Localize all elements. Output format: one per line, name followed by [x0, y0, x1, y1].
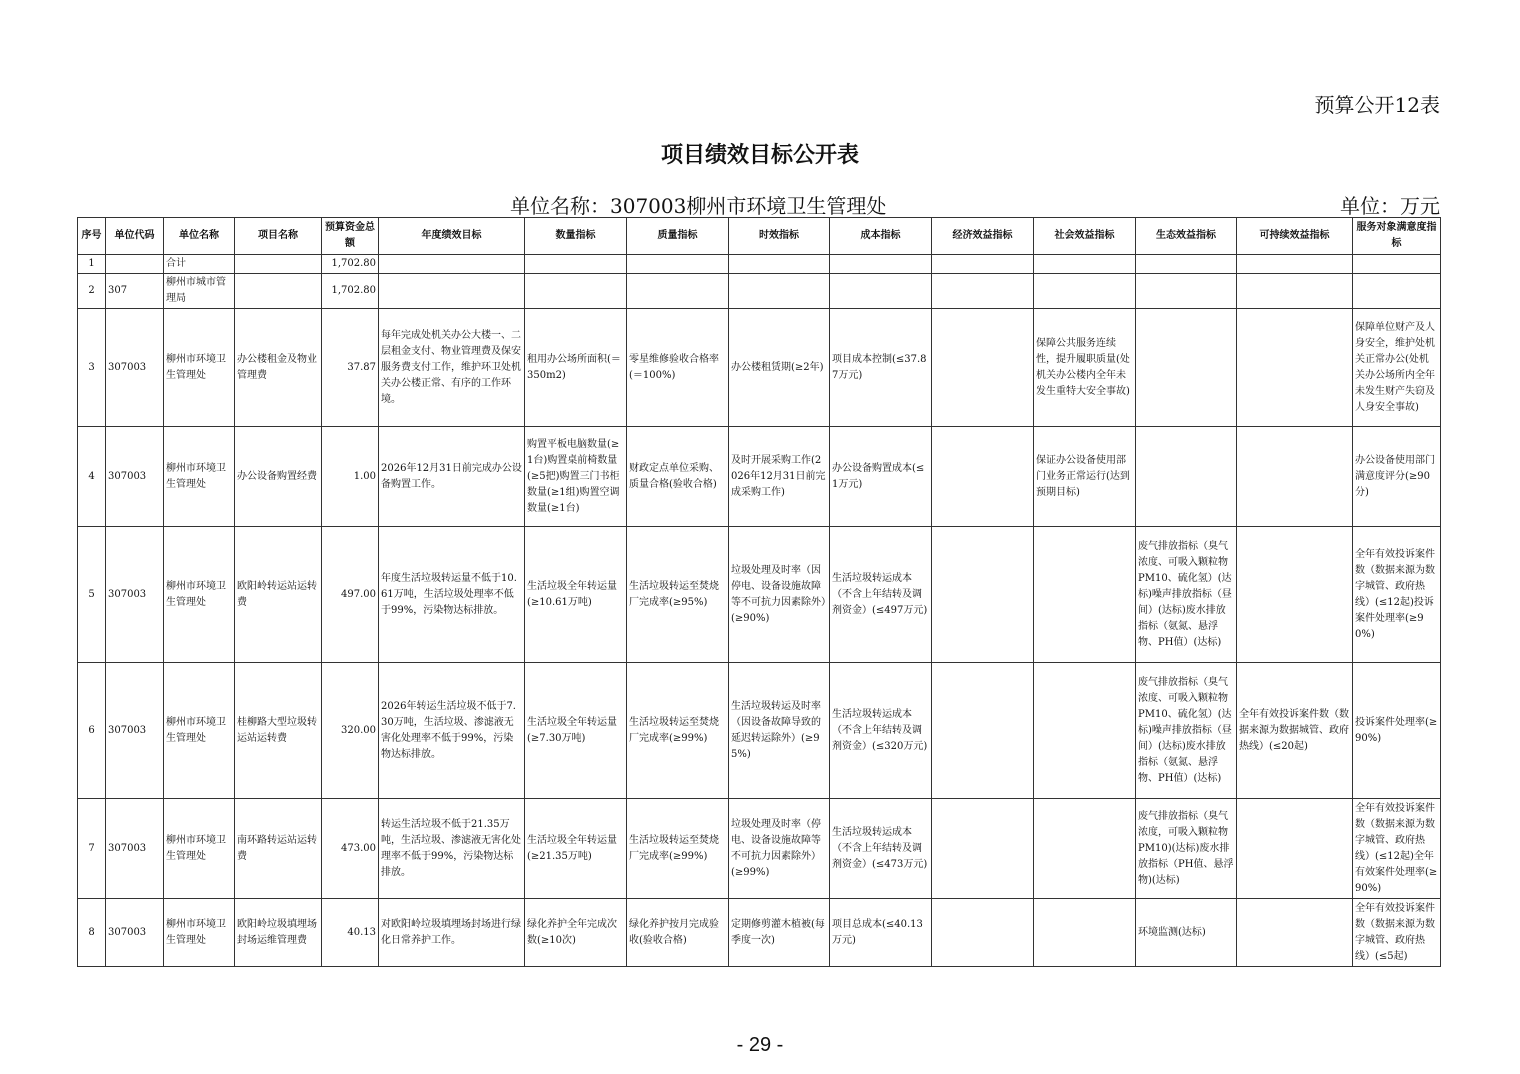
- table-cell: 全年有效投诉案件数（数据来源为数字城管、政府热线）(≤12起)投诉案件处理率(≥90%): [1353, 527, 1441, 663]
- table-cell: 307: [106, 274, 164, 309]
- table-cell: 40.13: [322, 899, 379, 967]
- table-cell: [627, 255, 729, 274]
- table-cell: 307003: [106, 899, 164, 967]
- table-cell: 办公楼租赁期(≥2年): [729, 309, 830, 427]
- table-cell: 及时开展采购工作(2026年12月31日前完成采购工作): [729, 427, 830, 527]
- table-cell: [1237, 309, 1353, 427]
- table-cell: 307003: [106, 663, 164, 799]
- col-header: 服务对象满意度指标: [1353, 218, 1441, 255]
- page-number: - 29 -: [736, 1034, 784, 1056]
- table-cell: 1: [78, 255, 106, 274]
- table-cell: [1353, 255, 1441, 274]
- table-row: [78, 663, 1441, 799]
- table-cell: 8: [78, 899, 106, 967]
- table-cell: [1237, 527, 1353, 663]
- table-cell: 生活垃圾转运及时率（因设备故障导致的延迟转运除外）(≥95%): [729, 663, 830, 799]
- table-cell: 柳州市环境卫生管理处: [164, 799, 235, 899]
- col-header: 时效指标: [729, 218, 830, 255]
- table-row: [78, 427, 1441, 527]
- table-row: [78, 799, 1441, 899]
- table-cell: 废气排放指标（臭气浓度，可吸入颗粒物PM10)(达标)废水排放指标（PH值、悬浮物)(达标): [1136, 799, 1237, 899]
- table-cell: 307003: [106, 527, 164, 663]
- table-cell: 全年有效投诉案件数（数据来源为数据城管、政府热线）(≤20起): [1237, 663, 1353, 799]
- table-cell: 柳州市环境卫生管理处: [164, 899, 235, 967]
- table-cell: 垃圾处理及时率（停电、设备设施故障等不可抗力因素除外）(≥99%): [729, 799, 830, 899]
- table-cell: 柳州市城市管理局: [164, 274, 235, 309]
- page-title: 项目绩效目标公开表: [660, 143, 859, 168]
- table-cell: [1034, 527, 1136, 663]
- col-header: 年度绩效目标: [379, 218, 525, 255]
- table-cell: 欧阳岭转运站运转费: [235, 527, 322, 663]
- table-cell: 绿化养护按月完成验收(验收合格): [627, 899, 729, 967]
- table-cell: 497.00: [322, 527, 379, 663]
- table-cell: 废气排放指标（臭气浓度、可吸入颗粒物PM10、硫化氢）(达标)噪声排放指标（昼间）(达标)废水排放指标（氨氮、悬浮物、PH值）(达标): [1136, 663, 1237, 799]
- table-cell: 生活垃圾全年转运量(≥21.35万吨): [525, 799, 627, 899]
- table-cell: 柳州市环境卫生管理处: [164, 309, 235, 427]
- table-cell: 转运生活垃圾不低于21.35万吨，生活垃圾、渗滤液无害化处理率不低于99%，污染物达标排放。: [379, 799, 525, 899]
- table-cell: 生活垃圾全年转运量(≥10.61万吨): [525, 527, 627, 663]
- col-header: 单位名称: [164, 218, 235, 255]
- table-cell: 定期修剪灌木植被(每季度一次): [729, 899, 830, 967]
- table-cell: 生活垃圾转运成本（不含上年结转及调剂资金）(≤497万元): [830, 527, 932, 663]
- table-cell: 4: [78, 427, 106, 527]
- table-cell: [1034, 255, 1136, 274]
- table-cell: [1136, 255, 1237, 274]
- table-cell: 生活垃圾转运至焚烧厂完成率(≥99%): [627, 799, 729, 899]
- col-header: 预算资金总额: [322, 218, 379, 255]
- table-cell: 项目总成本(≤40.13万元): [830, 899, 932, 967]
- unit-label: 单位：万元: [1340, 194, 1440, 218]
- col-header: 生态效益指标: [1136, 218, 1237, 255]
- table-row: [78, 274, 1441, 309]
- table-cell: 生活垃圾转运成本（不含上年结转及调剂资金）(≤473万元): [830, 799, 932, 899]
- table-cell: [1136, 274, 1237, 309]
- table-row: [78, 255, 1441, 274]
- table-cell: 1,702.80: [322, 255, 379, 274]
- table-cell: 环境监测(达标): [1136, 899, 1237, 967]
- table-cell: [1034, 663, 1136, 799]
- table-cell: [932, 799, 1034, 899]
- table-row: [78, 899, 1441, 967]
- table-cell: 6: [78, 663, 106, 799]
- table-cell: [1237, 274, 1353, 309]
- table-cell: 零星维修验收合格率(＝100%): [627, 309, 729, 427]
- col-header: 质量指标: [627, 218, 729, 255]
- col-header: 经济效益指标: [932, 218, 1034, 255]
- table-cell: [932, 255, 1034, 274]
- table-cell: 37.87: [322, 309, 379, 427]
- table-row: [78, 309, 1441, 427]
- table-cell: 保障公共服务连续性，提升履职质量(处机关办公楼内全年未发生重特大安全事故): [1034, 309, 1136, 427]
- table-cell: [1237, 899, 1353, 967]
- table-cell: [1034, 899, 1136, 967]
- table-cell: 320.00: [322, 663, 379, 799]
- table-cell: [729, 255, 830, 274]
- table-cell: [235, 274, 322, 309]
- table-cell: 年度生活垃圾转运量不低于10.61万吨，生活垃圾处理率不低于99%，污染物达标排放。: [379, 527, 525, 663]
- table-cell: [1136, 309, 1237, 427]
- col-header: 序号: [78, 218, 106, 255]
- table-cell: 合计: [164, 255, 235, 274]
- table-cell: 办公设备使用部门满意度评分(≥90分): [1353, 427, 1441, 527]
- table-cell: 307003: [106, 427, 164, 527]
- table-cell: 3: [78, 309, 106, 427]
- table-cell: 生活垃圾全年转运量(≥7.30万吨): [525, 663, 627, 799]
- table-cell: 每年完成处机关办公大楼一、二层租金支付、物业管理费及保安服务费支付工作，维护环卫处机关办公楼正常、有序的工作环境。: [379, 309, 525, 427]
- table-cell: 保障单位财产及人身安全，维护处机关正常办公(处机关办公场所内全年未发生财产失窃及人身安全事故): [1353, 309, 1441, 427]
- table-cell: 对欧阳岭垃圾填埋场封场进行绿化日常养护工作。: [379, 899, 525, 967]
- col-header: 数量指标: [525, 218, 627, 255]
- table-cell: 307003: [106, 309, 164, 427]
- table-header-row: [78, 218, 1441, 255]
- table-cell: 租用办公场所面积(＝350m2): [525, 309, 627, 427]
- table-cell: 柳州市环境卫生管理处: [164, 527, 235, 663]
- table-cell: [379, 255, 525, 274]
- table-cell: [830, 255, 932, 274]
- col-header: 单位代码: [106, 218, 164, 255]
- table-cell: 垃圾处理及时率（因停电、设备设施故障等不可抗力因素除外）(≥90%): [729, 527, 830, 663]
- table-label: 预算公开12表: [1314, 93, 1440, 117]
- table-cell: [235, 255, 322, 274]
- table-cell: 柳州市环境卫生管理处: [164, 663, 235, 799]
- table-cell: [1136, 427, 1237, 527]
- table-cell: 办公楼租金及物业管理费: [235, 309, 322, 427]
- table-cell: [932, 663, 1034, 799]
- table-cell: [932, 309, 1034, 427]
- table-cell: 全年有效投诉案件数（数据来源为数字城管、政府热线）(≤12起)全年有效案件处理率(≥90%): [1353, 799, 1441, 899]
- table-cell: 5: [78, 527, 106, 663]
- table-cell: 1.00: [322, 427, 379, 527]
- table-cell: [106, 255, 164, 274]
- table-cell: [379, 274, 525, 309]
- col-header: 项目名称: [235, 218, 322, 255]
- table-cell: 生活垃圾转运至焚烧厂完成率(≥95%): [627, 527, 729, 663]
- table-cell: [1353, 274, 1441, 309]
- table-cell: [1237, 255, 1353, 274]
- table-cell: [525, 255, 627, 274]
- table-cell: 307003: [106, 799, 164, 899]
- table-cell: 2026年转运生活垃圾不低于7.30万吨，生活垃圾、渗滤液无害化处理率不低于99%，污染物达标排放。: [379, 663, 525, 799]
- col-header: 成本指标: [830, 218, 932, 255]
- table-cell: 投诉案件处理率(≥90%): [1353, 663, 1441, 799]
- table-cell: [1034, 799, 1136, 899]
- table-cell: [830, 274, 932, 309]
- table-cell: 南环路转运站运转费: [235, 799, 322, 899]
- table-cell: 柳州市环境卫生管理处: [164, 427, 235, 527]
- table-cell: [525, 274, 627, 309]
- table-cell: 生活垃圾转运至焚烧厂完成率(≥99%): [627, 663, 729, 799]
- table-cell: 2026年12月31日前完成办公设备购置工作。: [379, 427, 525, 527]
- table-cell: [1237, 427, 1353, 527]
- col-header: 社会效益指标: [1034, 218, 1136, 255]
- table-cell: 生活垃圾转运成本（不含上年结转及调剂资金）(≤320万元): [830, 663, 932, 799]
- table-cell: [1237, 799, 1353, 899]
- table-cell: [1034, 274, 1136, 309]
- table-cell: 2: [78, 274, 106, 309]
- table-cell: [932, 527, 1034, 663]
- table-cell: [932, 274, 1034, 309]
- table-cell: 绿化养护全年完成次数(≥10次): [525, 899, 627, 967]
- table-cell: [932, 899, 1034, 967]
- table-cell: 项目成本控制(≤37.87万元): [830, 309, 932, 427]
- table-cell: 1,702.80: [322, 274, 379, 309]
- performance-table: [77, 217, 1441, 967]
- table-cell: 财政定点单位采购、质量合格(验收合格): [627, 427, 729, 527]
- table-cell: 473.00: [322, 799, 379, 899]
- table-cell: 全年有效投诉案件数（数据来源为数字城管、政府热线）(≤5起): [1353, 899, 1441, 967]
- table-cell: 办公设备购置经费: [235, 427, 322, 527]
- table-cell: 废气排放指标（臭气浓度、可吸入颗粒物PM10、硫化氢）(达标)噪声排放指标（昼间）(达标)废水排放指标（氨氮、悬浮物、PH值）(达标): [1136, 527, 1237, 663]
- table-cell: 办公设备购置成本(≤1万元): [830, 427, 932, 527]
- table-cell: [932, 427, 1034, 527]
- col-header: 可持续效益指标: [1237, 218, 1353, 255]
- table-cell: 购置平板电脑数量(≥1台)购置桌前椅数量(≥5把)购置三门书柜数量(≥1组)购置空调数量(≥1台): [525, 427, 627, 527]
- unit-name: 单位名称：307003柳州市环境卫生管理处: [510, 194, 887, 218]
- table-cell: 欧阳岭垃圾填埋场封场运维管理费: [235, 899, 322, 967]
- table-cell: 7: [78, 799, 106, 899]
- table-cell: [627, 274, 729, 309]
- table-cell: 保证办公设备使用部门业务正常运行(达到预期目标): [1034, 427, 1136, 527]
- table-cell: 桂柳路大型垃圾转运站运转费: [235, 663, 322, 799]
- table-cell: [729, 274, 830, 309]
- table-row: [78, 527, 1441, 663]
